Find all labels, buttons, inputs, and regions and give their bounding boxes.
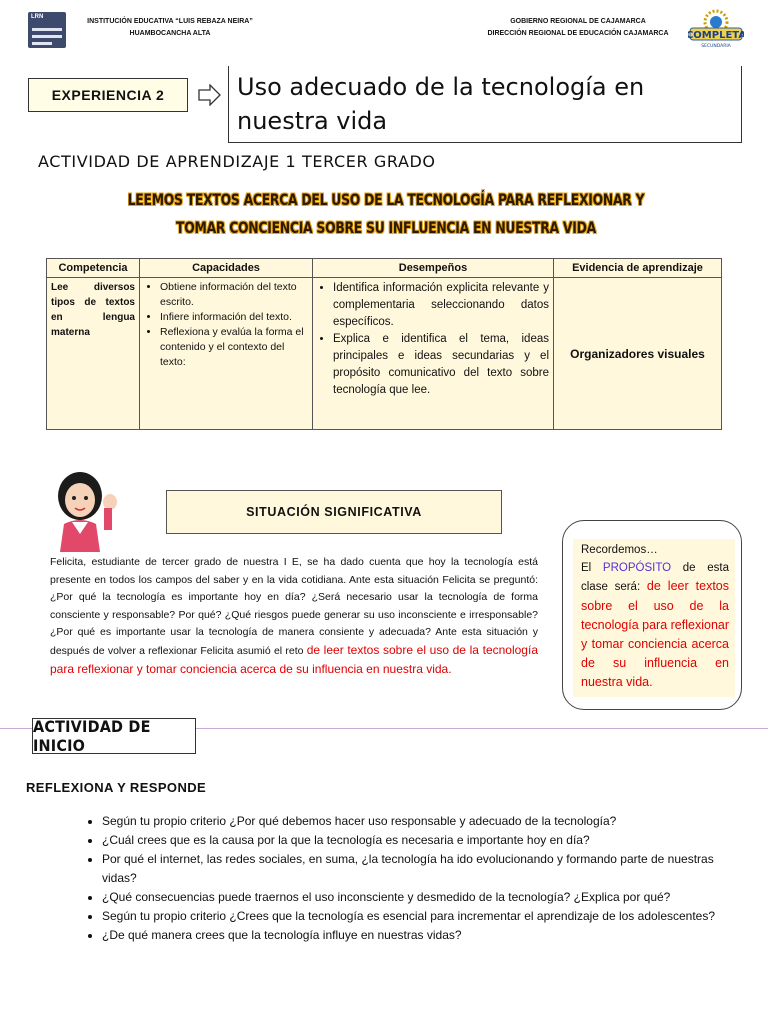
header-desempenos: Desempeños — [313, 259, 554, 278]
cell-desempenos — [313, 278, 554, 430]
reminder-mid: de esta clase será: — [581, 562, 730, 594]
activity-banner: LEEMOS TEXTOS ACERCA DEL USO DE LA TECNOLOGÍA PARA REFLEXIONAR Y TOMAR CONCIENCIA SOBRE SU INFLUENCIA EN NUESTRA VIDA — [127, 190, 645, 237]
capacidad-item: • Infiere información del texto. — [160, 310, 308, 325]
question-item: • ¿Cuál crees que es la causa por la que la tecnología es necesaria e importante hoy en día? — [102, 831, 742, 850]
cell-competencia: Lee diversos tipos de textos en lengua materna — [47, 278, 140, 430]
desempeno-item: • Explica e identifica el tema, ideas principales e ideas secundarias y el propósito comunicativo del texto sobre tecnología que lee. — [333, 331, 549, 399]
header-evidencia: Evidencia de aprendizaje — [554, 259, 722, 278]
capacidad-item: • Reflexiona y evalúa la forma el contenido y el contexto del texto: — [160, 325, 308, 370]
logo-word: COMPLETA — [688, 30, 744, 41]
header-capacidades: Capacidades — [140, 259, 313, 278]
regional-government: GOBIERNO REGIONAL DE CAJAMARCA — [510, 18, 646, 25]
question-item: • ¿De qué manera crees que la tecnología influye en nuestras vidas? — [102, 926, 742, 945]
reminder-purpose-word: PROPÓSITO — [602, 562, 672, 575]
regional-education-office: DIRECCIÓN REGIONAL DE EDUCACIÓN CAJAMARCA — [487, 30, 669, 37]
question-item: • Según tu propio criterio ¿Por qué debemos hacer uso responsable y adecuado de la tecnología? — [102, 812, 742, 831]
purpose-reminder-content — [573, 539, 735, 697]
situation-highlight: de leer textos sobre el uso de la tecnología para reflexionar y tomar conciencia acerca de su influencia en nuestra vida. — [50, 642, 538, 676]
logo-sub: SECUNDARIA — [701, 44, 731, 49]
competency-table — [46, 258, 722, 430]
reminder-pre: El — [581, 562, 603, 575]
table-row — [47, 278, 722, 430]
situation-body: Felicita, estudiante de tercer grado de nuestra I E, se ha dado cuenta que hoy la tecnología está presente en todos los campos del saber y en la vida cotidiana. Ante esta situación Felicita se preguntó: ¿Por qué la tecnología es importante hoy en día? ¿Será necesario usar la tecnología de forma consciente y responsable? Por qué? ¿Qué riesgos puede generar su uso inconsciente e irresponsable? ¿Por qué es importante usar la tecnología de manera consiente y adecuada? Ante esta situación y después de volver a reflexionar Felicita asumió el reto — [50, 556, 538, 657]
inicio-label: ACTIVIDAD DE INICIO — [32, 718, 196, 754]
arrow-right-icon — [198, 84, 222, 111]
cell-evidencia: Organizadores visuales — [554, 278, 722, 430]
desempeno-item: • Identifica información explicita relevante y complementaria seleccionando datos específicos. — [333, 280, 549, 331]
capacidad-item: • Obtiene información del texto escrito. — [160, 280, 308, 310]
school-logo — [28, 12, 66, 48]
question-list — [82, 812, 742, 945]
activity-title: ACTIVIDAD DE APRENDIZAJE 1 TERCER GRADO — [38, 152, 436, 171]
reminder-title: Recordemos… — [581, 544, 658, 556]
question-item: • Por qué el internet, las redes sociales, en suma, ¿la tecnología ha ido evolucionando y formando parte de nuestras vidas? — [102, 850, 742, 888]
question-item: • Según tu propio criterio ¿Crees que la tecnología es esencial para incrementar el aprendizaje de los adolescentes? — [102, 907, 742, 926]
experience-title: Uso adecuado de la tecnología en nuestra vida — [237, 73, 645, 135]
situation-text — [50, 554, 538, 679]
student-girl-illustration — [50, 470, 124, 552]
cell-capacidades — [140, 278, 313, 430]
situation-title: SITUACIÓN SIGNIFICATIVA — [166, 490, 502, 534]
experience-label: EXPERIENCIA 2 — [28, 78, 188, 112]
purpose-reminder-box — [562, 520, 742, 710]
jornada-completa-logo — [688, 6, 744, 50]
reminder-purpose-text: de leer textos sobre el uso de la tecnología para reflexionar y tomar conciencia acerca de su influencia en nuestra vida. — [581, 579, 730, 690]
government-header — [468, 16, 688, 40]
table-header-row — [47, 259, 722, 278]
experience-title-box — [228, 66, 742, 143]
reflexiona-title: REFLEXIONA Y RESPONDE — [26, 780, 207, 795]
school-name: INSTITUCIÓN EDUCATIVA “LUIS REBAZA NEIRA” — [87, 18, 253, 25]
school-location: HUAMBOCANCHA ALTA — [129, 30, 211, 37]
school-header — [70, 16, 270, 40]
header-competencia: Competencia — [47, 259, 140, 278]
question-item: • ¿Qué consecuencias puede traernos el uso inconsciente y desmedido de la tecnología? ¿Explica por qué? — [102, 888, 742, 907]
school-logo-text: LRN — [31, 14, 44, 20]
